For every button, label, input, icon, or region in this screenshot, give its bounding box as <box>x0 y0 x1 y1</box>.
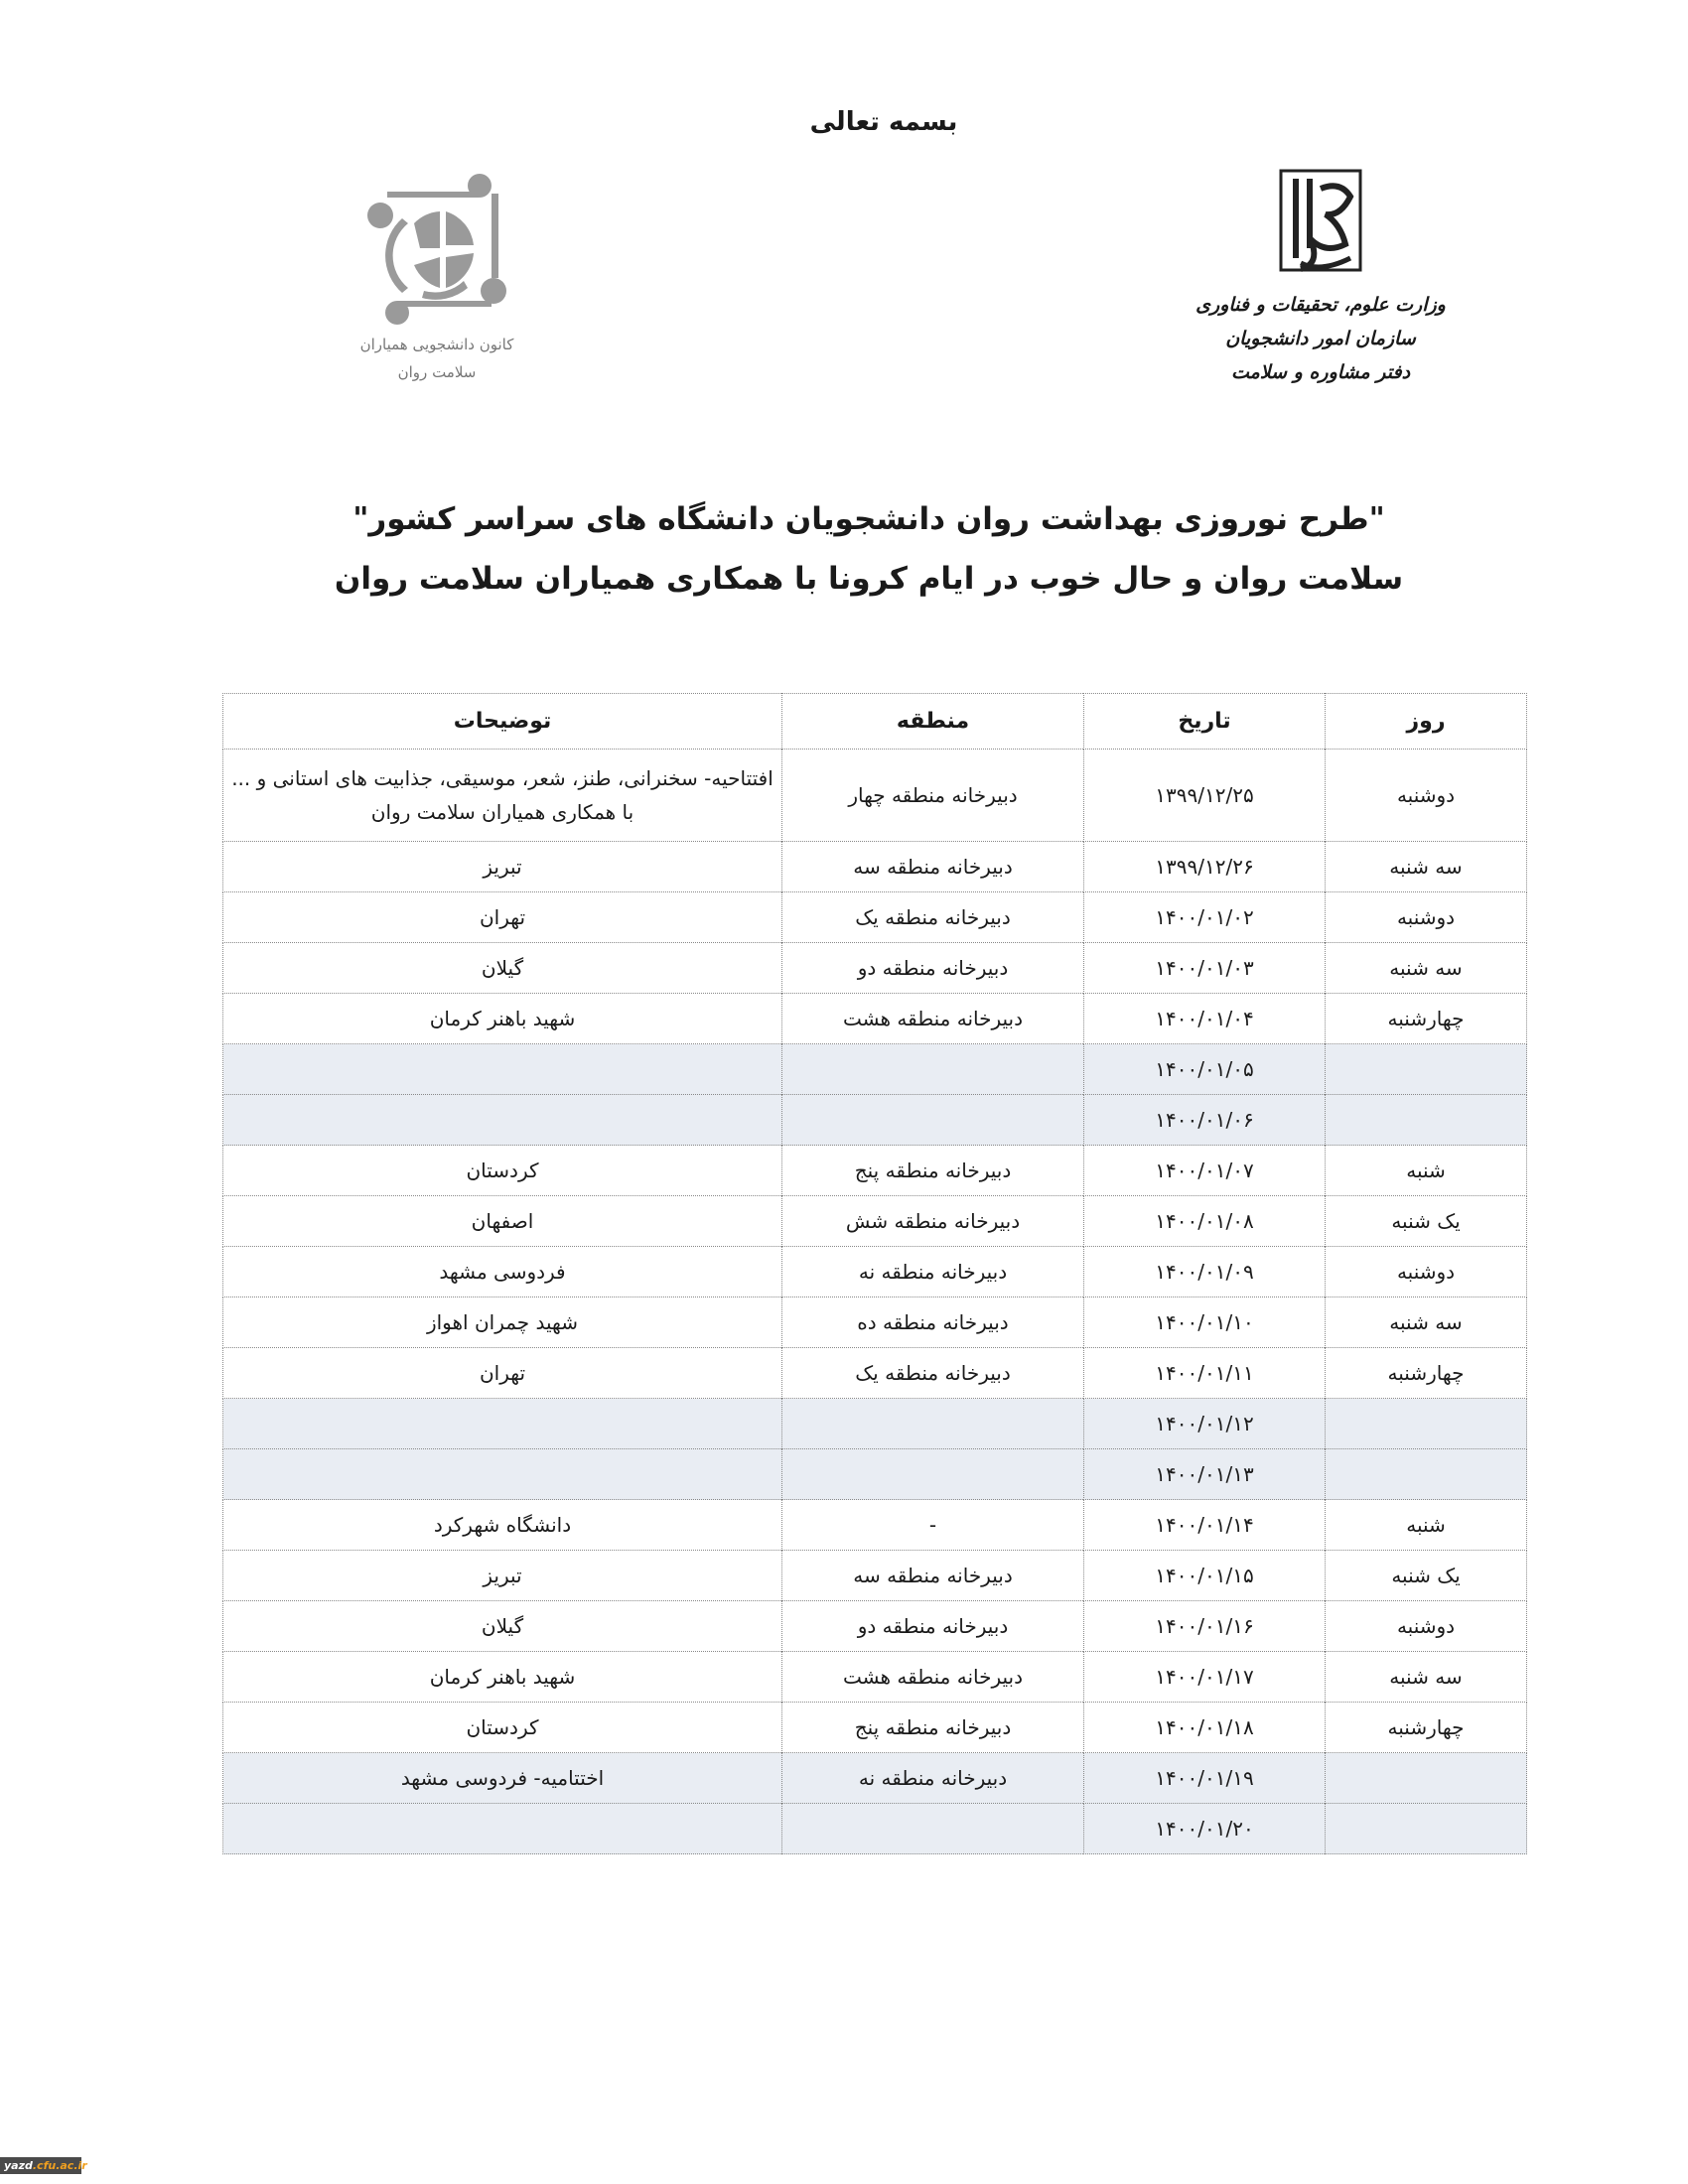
header-description: توضیحات <box>223 694 782 750</box>
table-header-row <box>223 694 1527 750</box>
cell-region: دبیرخانه منطقه نه <box>782 1247 1084 1297</box>
cell-day <box>1326 1753 1527 1804</box>
cell-day <box>1326 1804 1527 1854</box>
cell-region: دبیرخانه منطقه پنج <box>782 1703 1084 1753</box>
cell-date: ۱۴۰۰/۰۱/۱۳ <box>1084 1449 1326 1500</box>
cell-description: کردستان <box>223 1146 782 1196</box>
cell-description: اصفهان <box>223 1196 782 1247</box>
left-logo <box>338 174 536 402</box>
table-row <box>223 1804 1527 1854</box>
table-row <box>223 994 1527 1044</box>
watermark-part1: yazd <box>4 2159 33 2172</box>
table-row <box>223 1196 1527 1247</box>
bismillah-heading: بسمه تعالی <box>809 107 958 137</box>
cell-date: ۱۴۰۰/۰۱/۰۵ <box>1084 1044 1326 1095</box>
site-watermark <box>0 2157 87 2174</box>
cell-description: کردستان <box>223 1703 782 1753</box>
table-row <box>223 1500 1527 1551</box>
table-row <box>223 892 1527 943</box>
cell-description <box>223 1399 782 1449</box>
cell-date: ۱۴۰۰/۰۱/۱۹ <box>1084 1753 1326 1804</box>
cell-region <box>782 1044 1084 1095</box>
cell-description: افتتاحیه- سخنرانی، طنز، شعر، موسیقی، جذابیت های استانی و ... با همکاری همیاران سلامت روان <box>223 750 782 842</box>
table-row <box>223 1348 1527 1399</box>
cell-region <box>782 1399 1084 1449</box>
cell-day: سه شنبه <box>1326 943 1527 994</box>
cell-region: دبیرخانه منطقه پنج <box>782 1146 1084 1196</box>
cell-day <box>1326 1044 1527 1095</box>
cell-date: ۱۳۹۹/۱۲/۲۵ <box>1084 750 1326 842</box>
cell-description: تهران <box>223 1348 782 1399</box>
cell-description: تبریز <box>223 1551 782 1601</box>
student-peer-mental-health-logo-icon <box>362 174 511 328</box>
table-row <box>223 1551 1527 1601</box>
cell-date: ۱۴۰۰/۰۱/۲۰ <box>1084 1804 1326 1854</box>
cell-description: گیلان <box>223 1601 782 1652</box>
cell-region <box>782 1095 1084 1146</box>
table-row <box>223 943 1527 994</box>
cell-description <box>223 1095 782 1146</box>
table-row <box>223 1247 1527 1297</box>
cell-region: دبیرخانه منطقه چهار <box>782 750 1084 842</box>
table-row <box>223 1146 1527 1196</box>
cell-date: ۱۴۰۰/۰۱/۱۷ <box>1084 1652 1326 1703</box>
right-logo <box>1192 169 1450 389</box>
cell-description <box>223 1044 782 1095</box>
cell-date: ۱۴۰۰/۰۱/۰۳ <box>1084 943 1326 994</box>
cell-day <box>1326 1399 1527 1449</box>
cell-description: فردوسی مشهد <box>223 1247 782 1297</box>
cell-region: دبیرخانه منطقه دو <box>782 943 1084 994</box>
cell-description <box>223 1449 782 1500</box>
cell-date: ۱۴۰۰/۰۱/۰۷ <box>1084 1146 1326 1196</box>
cell-day: دوشنبه <box>1326 750 1527 842</box>
cell-region: دبیرخانه منطقه سه <box>782 1551 1084 1601</box>
schedule-table <box>222 693 1527 1854</box>
cell-date: ۱۳۹۹/۱۲/۲۶ <box>1084 842 1326 892</box>
table-row <box>223 750 1527 842</box>
cell-date: ۱۴۰۰/۰۱/۰۴ <box>1084 994 1326 1044</box>
cell-date: ۱۴۰۰/۰۱/۱۱ <box>1084 1348 1326 1399</box>
cell-day: دوشنبه <box>1326 1601 1527 1652</box>
cell-description: اختتامیه- فردوسی مشهد <box>223 1753 782 1804</box>
cell-region: دبیرخانه منطقه نه <box>782 1753 1084 1804</box>
cell-day <box>1326 1095 1527 1146</box>
table-row <box>223 1399 1527 1449</box>
cell-date: ۱۴۰۰/۰۱/۰۶ <box>1084 1095 1326 1146</box>
cell-region: دبیرخانه منطقه سه <box>782 842 1084 892</box>
cell-region <box>782 1804 1084 1854</box>
cell-date: ۱۴۰۰/۰۱/۱۴ <box>1084 1500 1326 1551</box>
cell-day: یک شنبه <box>1326 1551 1527 1601</box>
header-date: تاریخ <box>1084 694 1326 750</box>
cell-day: شنبه <box>1326 1146 1527 1196</box>
cell-region: دبیرخانه منطقه ده <box>782 1297 1084 1348</box>
cell-region: دبیرخانه منطقه هشت <box>782 1652 1084 1703</box>
table-row <box>223 1652 1527 1703</box>
cell-date: ۱۴۰۰/۰۱/۱۰ <box>1084 1297 1326 1348</box>
cell-region: دبیرخانه منطقه یک <box>782 892 1084 943</box>
table-row <box>223 1753 1527 1804</box>
cell-description <box>223 1804 782 1854</box>
document-title: "طرح نوروزی بهداشت روان دانشجویان دانشگاه های سراسر کشور" <box>352 501 1385 537</box>
cell-day: سه شنبه <box>1326 842 1527 892</box>
cell-description: تهران <box>223 892 782 943</box>
cell-day: سه شنبه <box>1326 1652 1527 1703</box>
cell-date: ۱۴۰۰/۰۱/۱۸ <box>1084 1703 1326 1753</box>
cell-region: - <box>782 1500 1084 1551</box>
left-logo-caption-line1: کانون دانشجویی همیاران <box>359 336 514 353</box>
cell-region: دبیرخانه منطقه دو <box>782 1601 1084 1652</box>
cell-description: شهید باهنر کرمان <box>223 1652 782 1703</box>
cell-day: دوشنبه <box>1326 892 1527 943</box>
table-row <box>223 1449 1527 1500</box>
cell-region: دبیرخانه منطقه شش <box>782 1196 1084 1247</box>
student-affairs-organization-logo-icon <box>1271 169 1370 278</box>
left-logo-caption-line2: سلامت روان <box>397 363 477 381</box>
cell-description: شهید باهنر کرمان <box>223 994 782 1044</box>
table-row <box>223 1297 1527 1348</box>
header-region: منطقه <box>782 694 1084 750</box>
cell-date: ۱۴۰۰/۰۱/۰۸ <box>1084 1196 1326 1247</box>
cell-region: دبیرخانه منطقه هشت <box>782 994 1084 1044</box>
document-subtitle: سلامت روان و حال خوب در ایام کرونا با همکاری همیاران سلامت روان <box>334 561 1404 597</box>
cell-day: یک شنبه <box>1326 1196 1527 1247</box>
cell-day: چهارشنبه <box>1326 1703 1527 1753</box>
cell-day: چهارشنبه <box>1326 994 1527 1044</box>
cell-date: ۱۴۰۰/۰۱/۰۲ <box>1084 892 1326 943</box>
cell-day <box>1326 1449 1527 1500</box>
cell-date: ۱۴۰۰/۰۱/۱۵ <box>1084 1551 1326 1601</box>
table-row <box>223 1601 1527 1652</box>
cell-date: ۱۴۰۰/۰۱/۱۶ <box>1084 1601 1326 1652</box>
table-row <box>223 1044 1527 1095</box>
cell-region <box>782 1449 1084 1500</box>
organization-name: سازمان امور دانشجویان <box>1225 328 1416 349</box>
cell-day: سه شنبه <box>1326 1297 1527 1348</box>
cell-region: دبیرخانه منطقه یک <box>782 1348 1084 1399</box>
cell-day: شنبه <box>1326 1500 1527 1551</box>
cell-day: دوشنبه <box>1326 1247 1527 1297</box>
ministry-name: وزارت علوم، تحقیقات و فناوری <box>1196 294 1446 316</box>
cell-date: ۱۴۰۰/۰۱/۰۹ <box>1084 1247 1326 1297</box>
cell-date: ۱۴۰۰/۰۱/۱۲ <box>1084 1399 1326 1449</box>
header-day: روز <box>1326 694 1527 750</box>
cell-description: گیلان <box>223 943 782 994</box>
office-name: دفتر مشاوره و سلامت <box>1230 361 1411 383</box>
cell-description: دانشگاه شهرکرد <box>223 1500 782 1551</box>
watermark-part2: .cfu.ac.ir <box>32 2159 87 2172</box>
cell-description: تبریز <box>223 842 782 892</box>
table-row <box>223 1703 1527 1753</box>
table-row <box>223 842 1527 892</box>
cell-day: چهارشنبه <box>1326 1348 1527 1399</box>
table-row <box>223 1095 1527 1146</box>
cell-description: شهید چمران اهواز <box>223 1297 782 1348</box>
